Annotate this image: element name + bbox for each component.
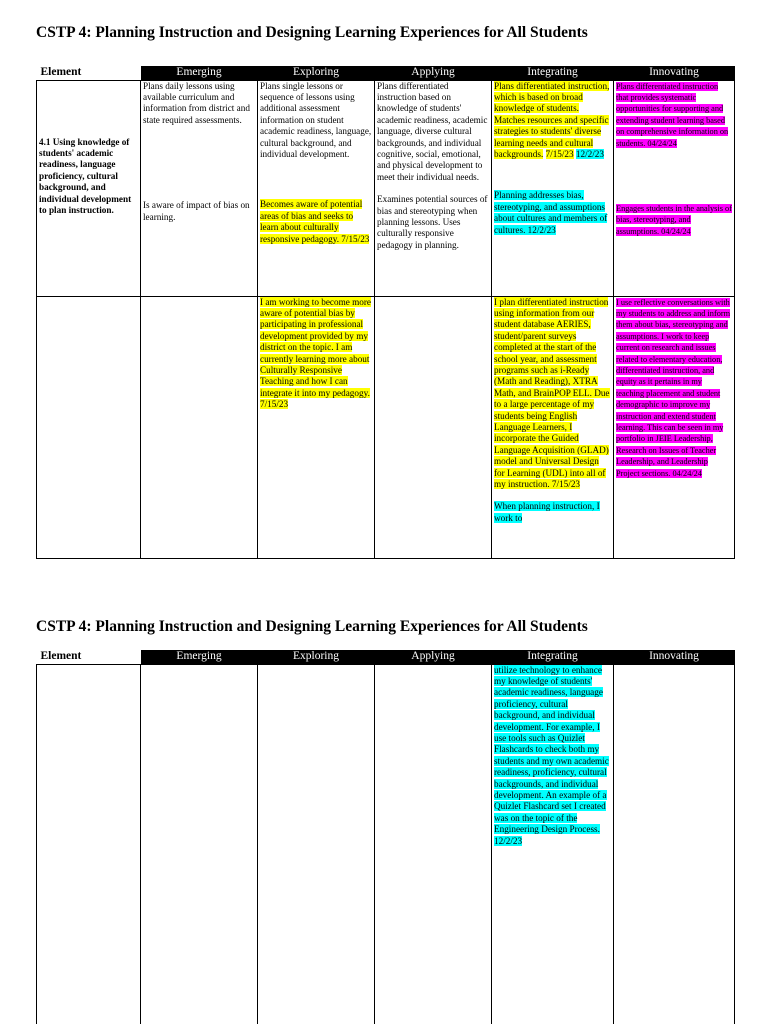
innovating-evidence: I use reflective conversations with my students to address and inform them about bias, stereotyping and assumptions. I work to keep current on research and issues related to elementary education, differentiated instruction, and equity as it pertains in my teaching placement and student demographic to improve my instruction and extend student learning. This can be seen in my portfolio in JEIE Leadership, Research on Issues of Teacher Leadership, and Leadership Project sections. 04/24/24 [616,297,731,478]
emerging-cell [141,80,258,296]
integrating-description: Plans differentiated instruction, which is based on broad knowledge of students. Matches resources and specific strategies to students' diverse learning needs and cultural backgrounds. [494,80,610,159]
cstp-table [36,66,735,559]
innovating-cell [614,664,735,1024]
page-title: CSTP 4: Planning Instruction and Designing Learning Experiences for All Students [36,618,588,635]
innovating-cell [614,80,735,296]
element-cell [37,296,141,558]
exploring-bias-evidence: Becomes aware of potential areas of bias and seeks to learn about culturally responsive pedagogy. 7/15/23 [260,199,370,244]
page-title: CSTP 4: Planning Instruction and Designing Learning Experiences for All Students [36,24,588,41]
table-header-row [37,66,735,80]
integrating-date-2: 12/2/23 [575,148,604,159]
innovating-description: Plans differentiated instruction that provides systematic opportunities for supporting and extending student learning based on comprehensive information on students. 04/24/24 [616,81,729,148]
column-header-exploring: Exploring [258,650,375,664]
integrating-cell [492,664,614,1024]
innovating-cell [614,296,735,558]
emerging-description: Plans daily lessons using available curriculum and information from district and state required assessments. [143,80,250,125]
emerging-bias-description: Is aware of impact of bias on learning. [143,200,250,222]
integrating-date-1: 7/15/23 [545,148,574,159]
table-row [37,80,735,296]
column-header-applying: Applying [375,650,492,664]
column-header-emerging: Emerging [141,66,258,80]
cstp-table [36,650,735,1024]
column-header-innovating: Innovating [614,66,735,80]
integrating-cell [492,80,614,296]
exploring-cell [258,80,375,296]
column-header-innovating: Innovating [614,650,735,664]
exploring-evidence: I am working to become more aware of potential bias by participating in professional development provided by my district on the topic. I am currently learning more about Culturally Responsive Teaching and how I can integrate it into my pedagogy. 7/15/23 [260,296,371,410]
column-header-element: Element [37,650,141,664]
applying-description: Plans differentiated instruction based on knowledge of students' academic readiness, academic language, diverse cultural backgrounds, and individual cognitive, social, emotional, and physical development to meet their individual needs. [377,80,488,182]
element-label: 4.1 Using knowledge of students' academic readiness, language proficiency, cultural background, and individual development to plan instruction. [39,136,132,215]
exploring-cell [258,664,375,1024]
emerging-cell [141,664,258,1024]
column-header-emerging: Emerging [141,650,258,664]
applying-cell [375,80,492,296]
table-row [37,664,735,1024]
element-cell [37,80,141,296]
integrating-evidence: I plan differentiated instruction using information from our student database AERIES, student/parent surveys completed at the start of the school year, and assessment programs such as i-Ready (Math and Reading), XTRA Math, and BrainPOP ELL. Due to a large percentage of my students being English Language Learners, I incorporate the Guided Language Acquisition (GLAD) model and Universal Design for Learning (UDL) into all of my instruction. 7/15/23 [494,296,610,489]
column-header-applying: Applying [375,66,492,80]
emerging-cell [141,296,258,558]
column-header-element: Element [37,66,141,80]
table-header-row [37,650,735,664]
innovating-bias-evidence: Engages students in the analysis of bias, stereotyping, and assumptions. 04/24/24 [616,203,732,236]
applying-bias-description: Examines potential sources of bias and stereotyping when planning lessons. Uses culturally responsive pedagogy in planning. [377,194,488,250]
column-header-exploring: Exploring [258,66,375,80]
integrating-bias-evidence: Planning addresses bias, stereotyping, and assumptions about cultures and members of cultures. 12/2/23 [494,190,608,235]
applying-cell [375,296,492,558]
exploring-description: Plans single lessons or sequence of lessons using additional assessment information on student academic readiness, language, cultural background, and individual development. [260,80,372,159]
applying-cell [375,664,492,1024]
integrating-cell [492,296,614,558]
integrating-evidence: utilize technology to enhance my knowledge of students' academic readiness, language proficiency, cultural background, and individual development. For example, I use tools such as Quizlet Flashcards to check both my students and my own academic readiness, proficiency, cultural backgrounds, and individual development. An example of a Quizlet Flashcard set I created was on the topic of the Engineering Design Process. 12/2/23 [494,664,609,846]
exploring-cell [258,296,375,558]
column-header-integrating: Integrating [492,650,614,664]
element-cell [37,664,141,1024]
table-row [37,296,735,558]
column-header-integrating: Integrating [492,66,614,80]
integrating-evidence-continued: When planning instruction, I work to [494,501,600,523]
